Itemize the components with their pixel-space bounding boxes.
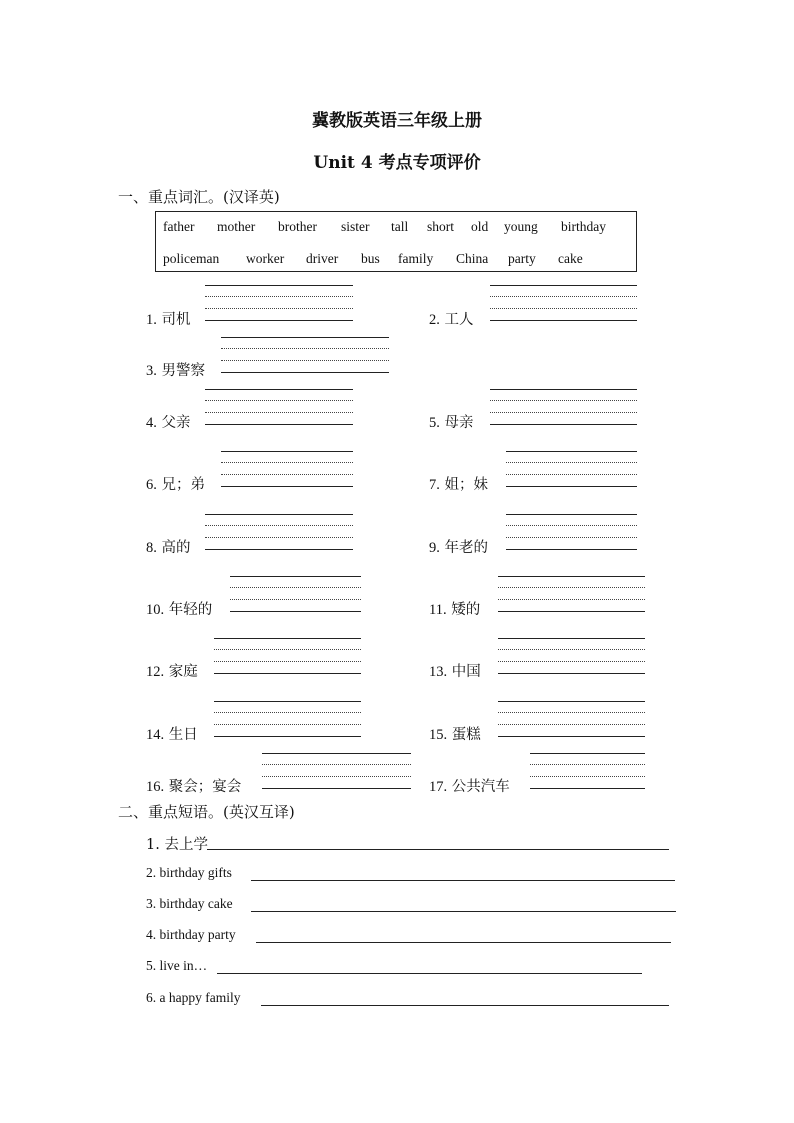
writing-lines[interactable] bbox=[230, 576, 361, 612]
vocab-item: 15. 蛋糕 bbox=[429, 727, 481, 743]
word: birthday bbox=[561, 219, 606, 234]
answer-line[interactable] bbox=[251, 880, 675, 881]
vocab-item: 8. 高的 bbox=[146, 540, 191, 556]
vocab-item: 14. 生日 bbox=[146, 727, 198, 743]
writing-lines[interactable] bbox=[506, 451, 637, 487]
phrase-item: 2. birthday gifts bbox=[146, 865, 232, 880]
word: young bbox=[504, 219, 538, 234]
writing-lines[interactable] bbox=[214, 701, 361, 737]
phrase-item: 1. 去上学 bbox=[146, 837, 208, 853]
word: family bbox=[398, 251, 434, 266]
word: bus bbox=[361, 251, 380, 266]
document-subtitle: Unit 4 考点专项评价 bbox=[313, 153, 481, 173]
word-bank bbox=[155, 211, 637, 272]
section2-heading: 二、重点短语。(英汉互译) bbox=[118, 803, 295, 821]
word: cake bbox=[558, 251, 583, 266]
vocab-item: 11. 矮的 bbox=[429, 602, 481, 618]
vocab-item: 5. 母亲 bbox=[429, 415, 474, 431]
vocab-item: 13. 中国 bbox=[429, 664, 481, 680]
writing-lines[interactable] bbox=[205, 389, 353, 425]
vocab-item: 3. 男警察 bbox=[146, 363, 205, 379]
vocab-item: 10. 年轻的 bbox=[146, 602, 213, 618]
writing-lines[interactable] bbox=[490, 285, 637, 321]
word: short bbox=[427, 219, 454, 234]
section1-heading: 一、重点词汇。(汉译英) bbox=[118, 188, 280, 206]
word: party bbox=[508, 251, 536, 266]
writing-lines[interactable] bbox=[490, 389, 637, 425]
vocab-item: 2. 工人 bbox=[429, 312, 474, 328]
word: worker bbox=[246, 251, 285, 266]
answer-line[interactable] bbox=[217, 973, 642, 974]
vocab-item: 6. 兄；弟 bbox=[146, 477, 205, 493]
writing-lines[interactable] bbox=[498, 701, 645, 737]
writing-lines[interactable] bbox=[506, 514, 637, 550]
answer-line[interactable] bbox=[251, 911, 676, 912]
vocab-item: 1. 司机 bbox=[146, 312, 191, 328]
phrase-item: 3. birthday cake bbox=[146, 896, 233, 911]
word: old bbox=[471, 219, 489, 234]
writing-lines[interactable] bbox=[530, 753, 645, 789]
vocab-item: 12. 家庭 bbox=[146, 664, 198, 680]
writing-lines[interactable] bbox=[214, 638, 361, 674]
word: China bbox=[456, 251, 489, 266]
phrase-item: 5. live in… bbox=[146, 958, 208, 973]
answer-line[interactable] bbox=[256, 942, 671, 943]
vocab-item: 7. 姐；妹 bbox=[429, 477, 488, 493]
writing-lines[interactable] bbox=[498, 638, 645, 674]
writing-lines[interactable] bbox=[205, 514, 353, 550]
writing-lines[interactable] bbox=[221, 451, 353, 487]
word: father bbox=[163, 219, 195, 234]
vocab-item: 4. 父亲 bbox=[146, 415, 191, 431]
word: brother bbox=[278, 219, 317, 234]
writing-lines[interactable] bbox=[205, 285, 353, 321]
answer-line[interactable] bbox=[207, 849, 669, 850]
word-bank-row-2 bbox=[163, 251, 598, 267]
answer-line[interactable] bbox=[261, 1005, 669, 1006]
word: policeman bbox=[163, 251, 220, 266]
word: driver bbox=[306, 251, 339, 266]
phrase-item: 6. a happy family bbox=[146, 990, 241, 1005]
vocab-item: 16. 聚会；宴会 bbox=[146, 779, 242, 795]
vocab-item: 9. 年老的 bbox=[429, 540, 488, 556]
word-bank-row-1 bbox=[163, 219, 617, 235]
writing-lines[interactable] bbox=[498, 576, 645, 612]
document-title: 冀教版英语三年级上册 bbox=[312, 111, 482, 131]
writing-lines[interactable] bbox=[262, 753, 411, 789]
word: mother bbox=[217, 219, 256, 234]
word: tall bbox=[391, 219, 409, 234]
vocab-item: 17. 公共汽车 bbox=[429, 779, 510, 795]
writing-lines[interactable] bbox=[221, 337, 389, 373]
phrase-item: 4. birthday party bbox=[146, 927, 236, 942]
word: sister bbox=[341, 219, 370, 234]
